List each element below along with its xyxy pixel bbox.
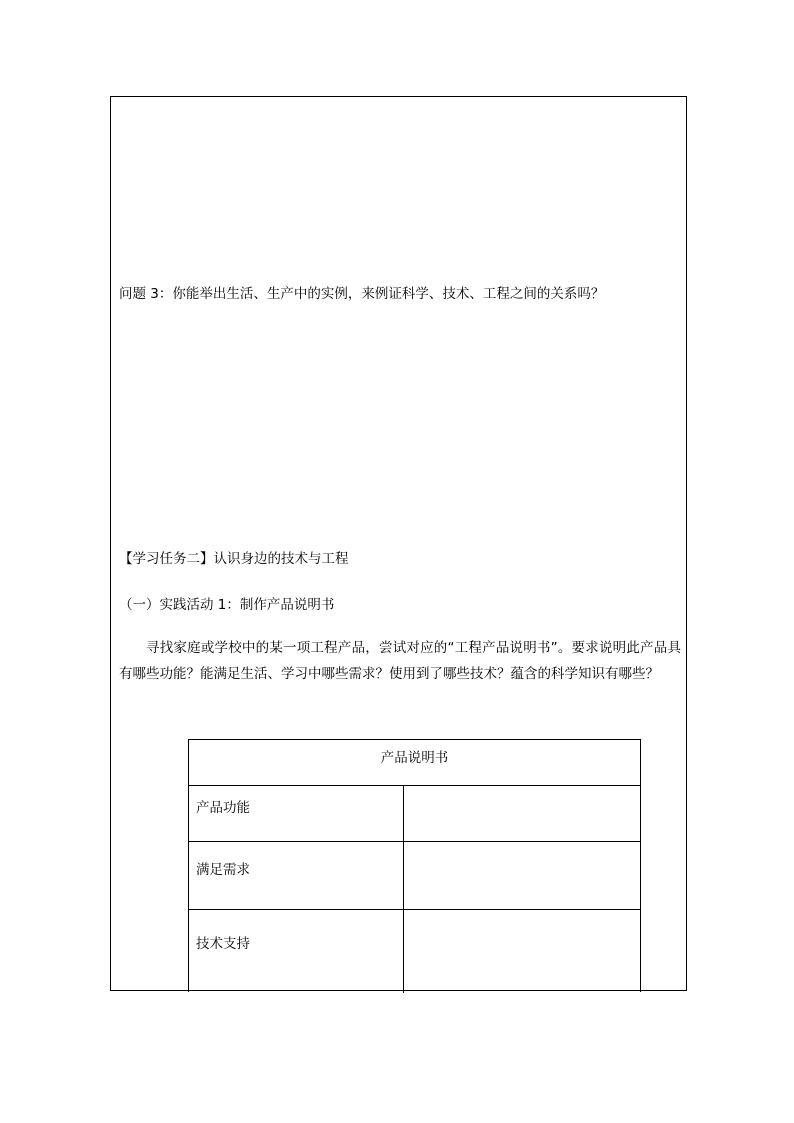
answer-cell-product-function[interactable] [404,786,640,841]
row-label-technical-support: 技术支持 [196,936,250,952]
worksheet-frame [110,96,687,991]
product-manual-title: 产品说明书 [189,740,640,786]
answer-cell-technical-support[interactable] [404,910,640,993]
table-row-product-function [189,786,640,842]
row-label-product-function: 产品功能 [196,800,250,816]
practice-activity-1-heading: （一）实践活动 1：制作产品说明书 [119,597,335,613]
product-manual-table [188,739,641,992]
table-row-needs-met [189,842,640,910]
answer-cell-needs-met[interactable] [404,842,640,909]
question-3-text: 问题 3：你能举出生活、生产中的实例，来例证科学、技术、工程之间的关系吗？ [119,286,605,302]
row-label-needs-met: 满足需求 [196,862,250,878]
table-row-technical-support [189,910,640,993]
activity-instructions: 寻找家庭或学校中的某一项工程产品，尝试对应的“工程产品说明书”。要求说明此产品具有哪些功能？能满足生活、学习中哪些需求？使用到了哪些技术？蕴含的科学知识有哪些？ [119,640,681,682]
learning-task-2-heading: 【学习任务二】认识身边的技术与工程 [119,551,349,567]
